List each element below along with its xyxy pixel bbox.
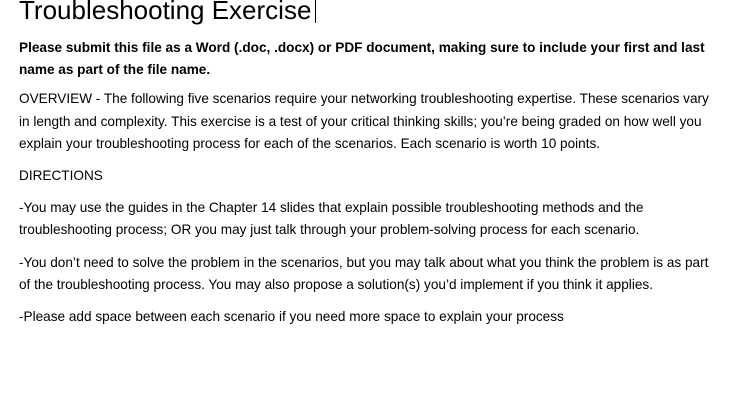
document-page bbox=[19, 0, 719, 328]
direction-item: -You may use the guides in the Chapter 14 slides that explain possible troubleshooting methods and the troubleshooting process; OR you may just talk through your problem-solving process for each scenario. bbox=[19, 200, 644, 238]
submission-instructions: Please submit this file as a Word (.doc, .docx) or PDF document, making sure to include your first and last name as part of the file name. bbox=[19, 40, 705, 78]
document-title: Troubleshooting Exercise bbox=[19, 0, 316, 23]
overview-paragraph: OVERVIEW - The following five scenarios require your networking troubleshooting expertise. These scenarios vary in length and complexity. This exercise is a test of your critical thinking skills; you’re being graded on how well you explain your troubleshooting process for each of the scenarios. Each scenario is worth 10 points. bbox=[19, 91, 709, 151]
direction-item: -You don’t need to solve the problem in the scenarios, but you may talk about what you think the problem is as part of the troubleshooting process. You may also propose a solution(s) you’d implement if you think it applies. bbox=[19, 254, 709, 292]
directions-heading: DIRECTIONS bbox=[19, 168, 103, 184]
direction-item: -Please add space between each scenario if you need more space to explain your process bbox=[19, 309, 564, 325]
